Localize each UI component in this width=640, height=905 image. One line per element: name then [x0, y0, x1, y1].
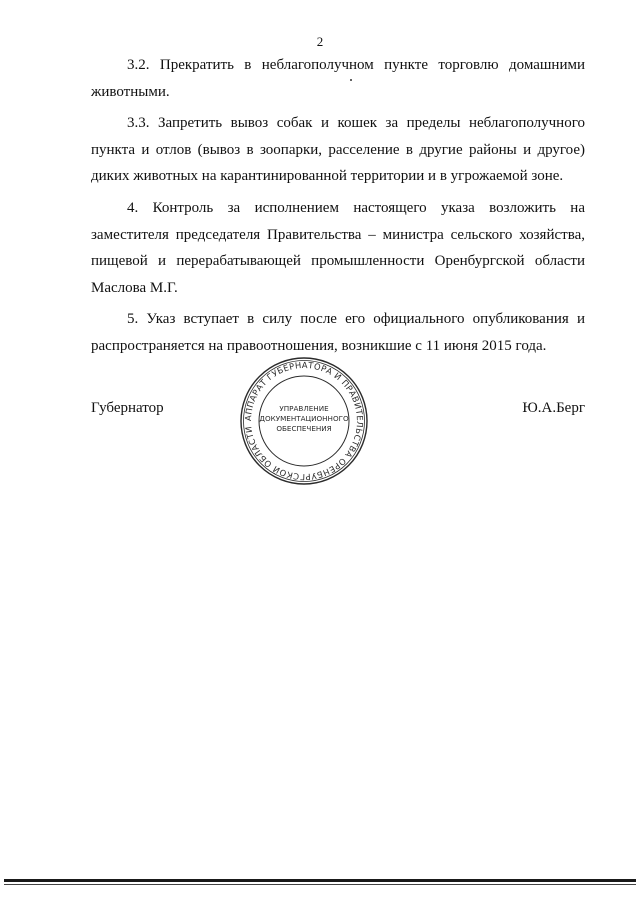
paragraph-4: 4. Контроль за исполнением настоящего указа возложить на заместителя председателя Правительства – министра сельского хозяйства, пищевой и перерабатывающей промышленности Оренбургской области Маслова М.Г.	[91, 199, 585, 296]
footer-rule	[4, 879, 636, 882]
seal-line-1: УПРАВЛЕНИЕ	[279, 404, 329, 413]
signatory-name: Ю.А.Берг	[522, 400, 585, 416]
official-seal-stamp	[239, 356, 369, 486]
page-number: 2	[316, 34, 324, 49]
signatory-title: Губернатор	[91, 400, 164, 416]
seal-line-2: ДОКУМЕНТАЦИОННОГО	[259, 414, 349, 423]
paragraph-3-2: 3.2. Прекратить в неблагополучном пункте торговлю домашними животными.	[91, 57, 585, 100]
seal-line-3: ОБЕСПЕЧЕНИЯ	[276, 424, 332, 433]
paragraph-3-3: 3.3. Запретить вывоз собак и кошек за пределы неблагополучного пункта и отлов (вывоз в зоопарки, расселение в другие районы и другое) диких животных на карантинированной территории и в угрожаемой зоне.	[91, 115, 585, 185]
seal-ring-text: АППАРАТ ГУБЕРНАТОРА И ПРАВИТЕЛЬСТВА ОРЕНБУРГСКОЙ ОБЛАСТИ	[242, 359, 366, 483]
document-body	[91, 52, 585, 360]
paragraph-5: 5. Указ вступает в силу после его официального опубликования и распространяется на правоотношения, возникшие с 11 июня 2015 года.	[91, 311, 585, 354]
footer-rule-thin	[4, 884, 636, 885]
